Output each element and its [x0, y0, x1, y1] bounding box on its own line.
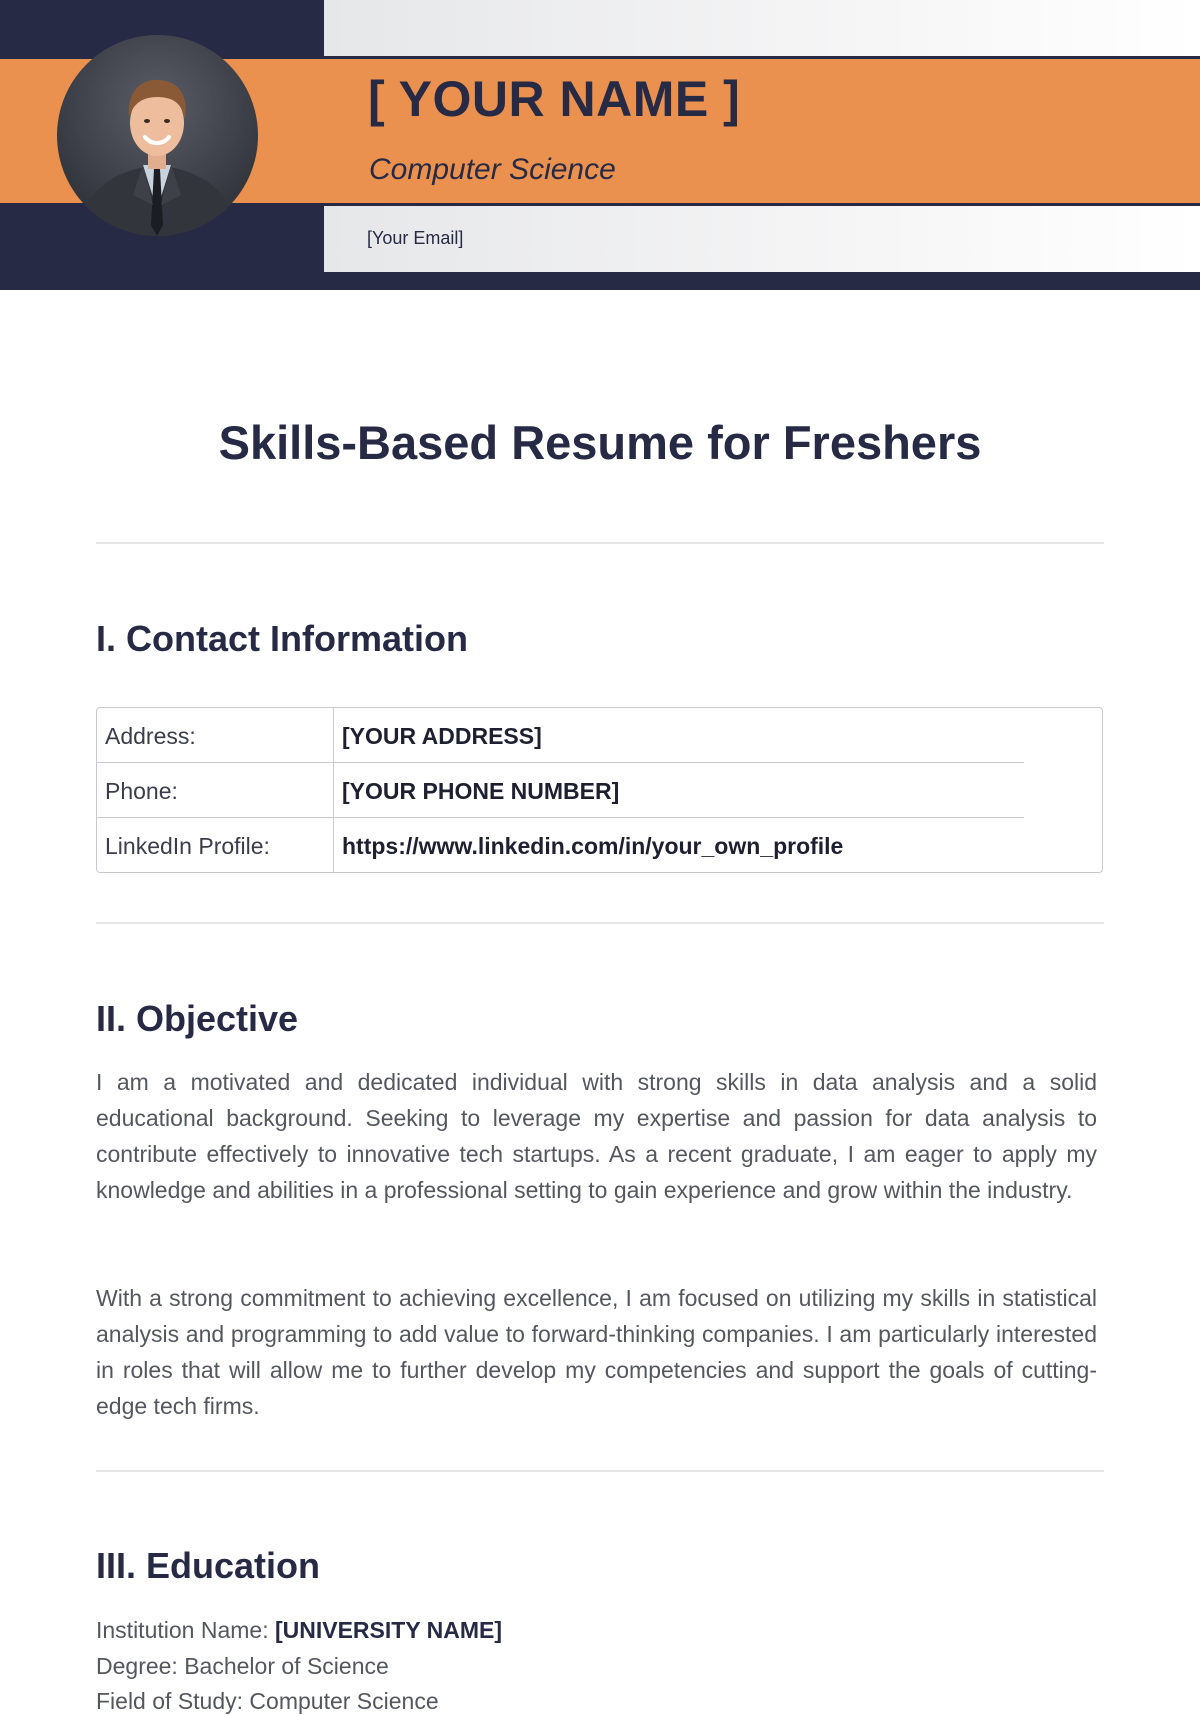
table-row — [97, 818, 1102, 873]
institution-label: Institution Name: — [96, 1617, 269, 1643]
linkedin-link[interactable]: https://www.linkedin.com/in/your_own_profile — [342, 833, 844, 859]
section-divider — [96, 542, 1104, 544]
table-row — [97, 763, 1102, 818]
person-portrait-icon — [57, 35, 258, 236]
address-label: Address: — [105, 723, 196, 749]
address-value: [YOUR ADDRESS] — [342, 723, 542, 749]
resume-header — [0, 0, 1200, 290]
degree-line — [96, 1653, 389, 1680]
candidate-email: [Your Email] — [367, 228, 464, 248]
education-heading: III. Education — [96, 1545, 321, 1586]
phone-label: Phone: — [105, 778, 178, 804]
linkedin-label: LinkedIn Profile: — [105, 833, 270, 859]
contact-heading: I. Contact Information — [96, 618, 468, 659]
profile-photo — [57, 35, 258, 236]
table-row — [97, 708, 1102, 763]
institution-line — [96, 1617, 502, 1644]
objective-paragraph-2: With a strong commitment to achieving excellence, I am focused on utilizing my skills in statistical analysis and programming to add value to forward-thinking companies. I am particularly interested in roles that will allow me to further develop my competencies and support the goals of cutting-edge tech firms. — [96, 1285, 1097, 1419]
candidate-name: [ YOUR NAME ] — [368, 71, 741, 127]
section-divider — [96, 1470, 1104, 1472]
institution-value: [UNIVERSITY NAME] — [274, 1617, 503, 1643]
objective-heading: II. Objective — [96, 998, 299, 1039]
field-value: Computer Science — [249, 1688, 439, 1714]
section-divider — [96, 922, 1104, 924]
degree-label: Degree: — [96, 1653, 178, 1679]
degree-value: Bachelor of Science — [184, 1653, 389, 1679]
candidate-field: Computer Science — [369, 153, 616, 186]
contact-table — [96, 707, 1103, 873]
field-label: Field of Study: — [96, 1688, 244, 1714]
field-of-study-line — [96, 1688, 439, 1715]
document-title: Skills-Based Resume for Freshers — [218, 416, 982, 469]
phone-value: [YOUR PHONE NUMBER] — [342, 778, 620, 804]
objective-paragraph-1: I am a motivated and dedicated individual with strong skills in data analysis and a solid educational background. Seeking to leverage my expertise and passion for data analysis to contribute effectively to innovative tech startups. As a recent graduate, I am eager to apply my knowledge and abilities in a professional setting to gain experience and grow within the industry. — [96, 1069, 1097, 1203]
